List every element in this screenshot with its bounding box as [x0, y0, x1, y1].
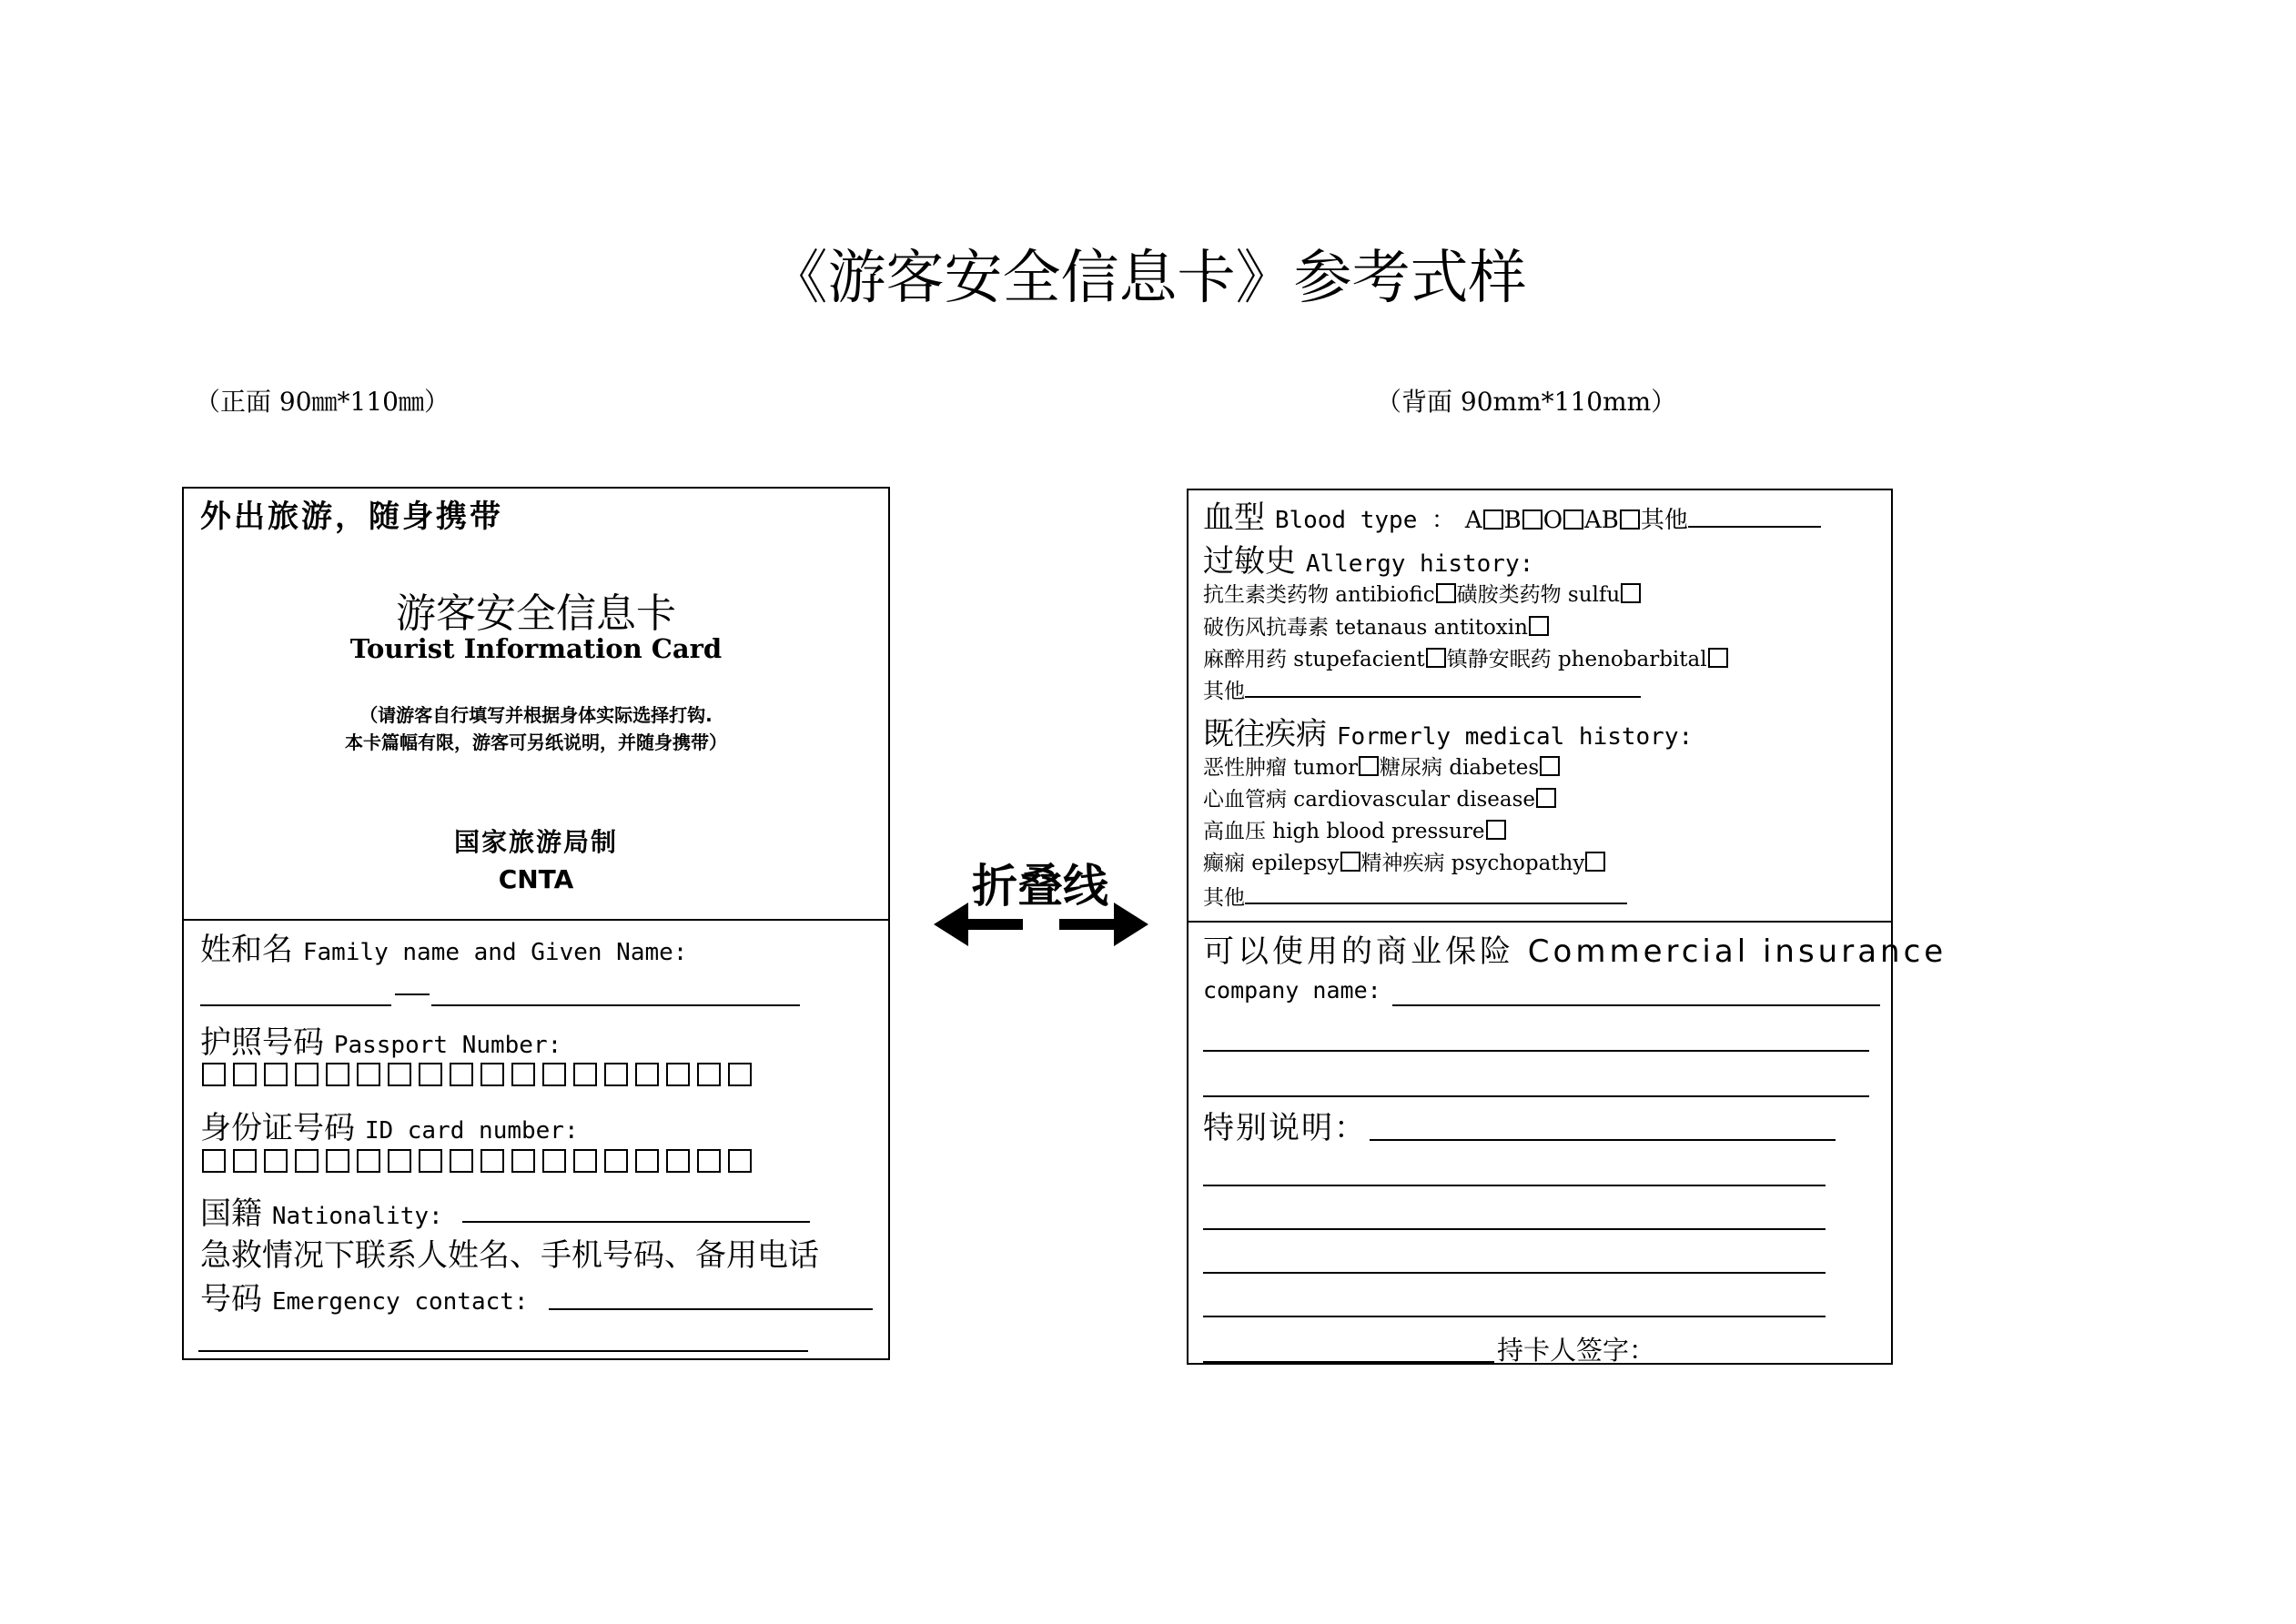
front-size-label: （正面 90㎜*110㎜）	[195, 387, 450, 417]
history-cardio-label: 心血管病 cardiovascular disease	[1203, 788, 1536, 812]
insurance-line-2: company name:	[1203, 977, 1381, 1004]
back-divider	[1187, 921, 1893, 923]
instruction-line-2: 本卡篇幅有限，游客可另纸说明，并随身携带）	[345, 731, 727, 753]
id-label	[200, 1103, 579, 1147]
remarks-field-1[interactable]	[1370, 1139, 1836, 1141]
history-diabetes-checkbox[interactable]	[1540, 756, 1560, 776]
allergy-row-2	[1203, 610, 1550, 641]
blood-other-label: 其他	[1640, 507, 1688, 534]
insurance-field-1[interactable]	[1392, 1004, 1880, 1006]
history-label-cn: 既往疾病	[1203, 716, 1327, 752]
id-label-cn: 身份证号码	[200, 1110, 355, 1146]
passport-label-en: Passport Number:	[333, 1032, 562, 1059]
blood-b-checkbox[interactable]	[1522, 509, 1542, 530]
nationality-label	[200, 1188, 443, 1233]
history-psychopathy-label: 精神疾病 psychopathy	[1360, 852, 1585, 875]
history-row-4	[1203, 846, 1606, 876]
insurance-line-1: 可以使用的商业保险 Commercial insurance	[1203, 933, 1947, 970]
remarks-field-2[interactable]	[1203, 1185, 1826, 1186]
emergency-line-1: 急救情况下联系人姓名、手机号码、备用电话	[200, 1237, 819, 1274]
signature-label: 持卡人签字：	[1497, 1335, 1656, 1366]
blood-o-label: O	[1542, 507, 1563, 534]
remarks-field-3[interactable]	[1203, 1228, 1826, 1230]
history-psychopathy-checkbox[interactable]	[1585, 852, 1605, 872]
emergency-contact-field[interactable]	[549, 1308, 873, 1310]
passport-label	[200, 1017, 561, 1062]
blood-type-row	[1203, 492, 1821, 537]
front-divider	[182, 919, 890, 921]
blood-o-checkbox[interactable]	[1563, 509, 1583, 530]
history-epilepsy-checkbox[interactable]	[1340, 852, 1360, 872]
history-epilepsy-label: 癫痫 epilepsy	[1203, 852, 1340, 875]
card-title-cn: 游客安全信息卡	[396, 590, 676, 637]
history-row-1	[1203, 751, 1561, 781]
history-bp-checkbox[interactable]	[1486, 820, 1506, 840]
remarks-field-5[interactable]	[1203, 1316, 1826, 1317]
blood-a-label: A	[1464, 507, 1482, 534]
history-other-row	[1203, 881, 1627, 911]
id-number-boxes[interactable]	[202, 1149, 759, 1174]
carry-note: 外出旅游，随身携带	[200, 499, 503, 535]
name-label-en: Family name and Given Name:	[302, 939, 688, 966]
nationality-label-cn: 国籍	[200, 1195, 262, 1232]
blood-ab-checkbox[interactable]	[1620, 509, 1640, 530]
instruction-line-1: （请游客自行填写并根据身体实际选择打钩.	[359, 704, 713, 726]
blood-other-field[interactable]	[1688, 502, 1821, 528]
blood-label-en: Blood type ：	[1274, 507, 1455, 534]
emergency-label-en: Emergency contact:	[271, 1288, 529, 1316]
history-cardio-checkbox[interactable]	[1536, 788, 1556, 808]
back-size-label: （背面 90mm*110mm）	[1376, 387, 1677, 417]
history-row-2	[1203, 782, 1557, 812]
history-tumor-checkbox[interactable]	[1359, 756, 1379, 776]
emergency-label	[200, 1274, 529, 1318]
history-heading	[1203, 709, 1693, 753]
passport-number-boxes[interactable]	[202, 1063, 759, 1087]
signature-field[interactable]	[1203, 1361, 1494, 1363]
name-separator	[395, 994, 430, 995]
allergy-row-1	[1203, 578, 1642, 608]
blood-a-checkbox[interactable]	[1483, 509, 1503, 530]
blood-b-label: B	[1503, 507, 1522, 534]
card-title-en: Tourist Information Card	[349, 633, 723, 664]
nationality-label-en: Nationality:	[271, 1203, 443, 1230]
issuer-cn: 国家旅游局制	[453, 827, 618, 857]
allergy-stupefacient-label: 麻醉用药 stupefacient	[1203, 648, 1425, 671]
allergy-heading	[1203, 536, 1533, 580]
allergy-phenobarbital-checkbox[interactable]	[1708, 648, 1728, 668]
blood-ab-label: AB	[1584, 507, 1619, 534]
fold-line-label: 折叠线	[972, 860, 1108, 913]
insurance-field-3[interactable]	[1203, 1095, 1869, 1097]
allergy-antibiotic-label: 抗生素类药物 antibiofic	[1203, 583, 1435, 607]
emergency-contact-field-2[interactable]	[198, 1350, 808, 1352]
page-title: 《游客安全信息卡》参考式样	[769, 245, 1527, 312]
family-name-field[interactable]	[200, 1004, 391, 1006]
history-other-field[interactable]	[1245, 882, 1627, 904]
history-row-3	[1203, 814, 1507, 844]
allergy-other-row	[1203, 674, 1641, 704]
remarks-label: 特别说明：	[1203, 1110, 1367, 1146]
allergy-row-3	[1203, 642, 1729, 672]
allergy-sulfa-label: 磺胺类药物 sulfu	[1456, 583, 1621, 607]
history-tumor-label: 恶性肿瘤 tumor	[1203, 756, 1359, 780]
name-label	[200, 924, 687, 969]
allergy-tetanus-checkbox[interactable]	[1529, 616, 1549, 636]
allergy-tetanus-label: 破伤风抗毒素 tetanaus antitoxin	[1203, 616, 1528, 640]
name-label-cn: 姓和名	[200, 932, 293, 968]
insurance-field-2[interactable]	[1203, 1050, 1869, 1052]
blood-label-cn: 血型	[1203, 499, 1265, 536]
allergy-antibiotic-checkbox[interactable]	[1436, 583, 1456, 603]
id-label-en: ID card number:	[364, 1117, 579, 1145]
history-diabetes-label: 糖尿病 diabetes	[1380, 756, 1540, 780]
allergy-stupefacient-checkbox[interactable]	[1426, 648, 1446, 668]
given-name-field[interactable]	[431, 1004, 800, 1006]
history-other-label: 其他	[1203, 886, 1245, 910]
allergy-label-en: Allergy history:	[1305, 550, 1534, 578]
issuer-en: CNTA	[498, 864, 574, 894]
remarks-field-4[interactable]	[1203, 1272, 1826, 1274]
double-arrow-icon	[932, 897, 1150, 952]
passport-label-cn: 护照号码	[200, 1024, 324, 1061]
allergy-other-field[interactable]	[1245, 675, 1641, 698]
allergy-label-cn: 过敏史	[1203, 543, 1296, 580]
allergy-other-label: 其他	[1203, 680, 1245, 703]
emergency-label-cn: 号码	[200, 1281, 262, 1317]
allergy-sulfa-checkbox[interactable]	[1621, 583, 1641, 603]
allergy-phenobarbital-label: 镇静安眠药 phenobarbital	[1446, 648, 1707, 671]
history-label-en: Formerly medical history:	[1336, 723, 1694, 751]
nationality-field[interactable]	[462, 1221, 810, 1223]
history-bp-label: 高血压 high blood pressure	[1203, 820, 1485, 843]
